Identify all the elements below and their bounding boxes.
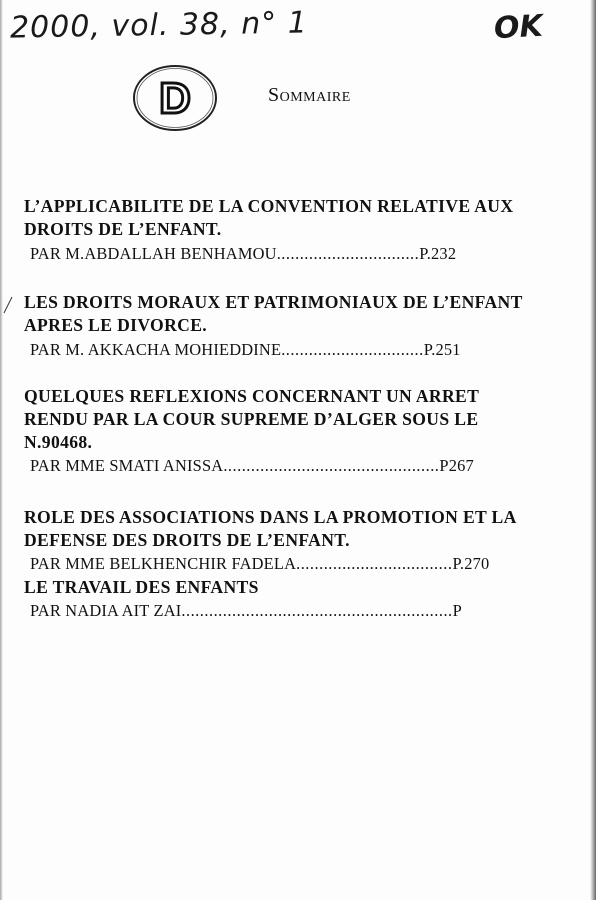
title-line: APRES LE DIVORCE. [24,315,208,335]
page-number: P.232 [419,244,457,263]
page-number: P267 [439,456,474,475]
title-line: LE TRAVAIL DES ENFANTS [24,577,259,597]
title-line: DROITS DE L’ENFANT. [24,219,222,239]
title-line: N.90468. [24,432,93,452]
title-line: L’APPLICABILITE DE LA CONVENTION RELATIVE AUX [24,196,514,216]
margin-pencil-mark-icon [2,296,14,314]
page-number: P [452,601,462,620]
stamp-letter: D [159,74,191,123]
toc-entry-author-line [30,243,456,265]
page-number: P.251 [423,340,461,359]
title-line: DEFENSE DES DROITS DE L’ENFANT. [24,530,350,550]
toc-entry-title [24,576,594,599]
handwritten-reference-note: 2000, vol. 38, n° 1 [9,5,309,46]
library-stamp-icon [130,62,220,134]
toc-entry-title [24,385,594,454]
dot-leader: .................................. [296,554,453,573]
toc-entry-author-line [30,600,462,622]
dot-leader: ............................... [281,340,424,359]
toc-entry-author-line [30,553,489,575]
dot-leader: ........................................................... [181,601,453,620]
title-line: QUELQUES REFLEXIONS CONCERNANT UN ARRET [24,386,480,406]
dot-leader: ............................................... [223,456,440,475]
toc-entry-author-line [30,339,461,361]
author-name: PAR MME BELKHENCHIR FADELA [30,554,297,573]
toc-entry-title [24,291,594,337]
title-line: ROLE DES ASSOCIATIONS DANS LA PROMOTION ET LA [24,507,517,527]
page-title: Sommaire [268,84,351,106]
page-number: P.270 [452,554,490,573]
author-name: PAR M. AKKACHA MOHIEDDINE [30,340,282,359]
scan-edge-left [0,0,3,900]
toc-entry-title [24,195,594,241]
title-line: LES DROITS MORAUX ET PATRIMONIAUX DE L’ENFANT [24,292,523,312]
author-name: PAR M.ABDALLAH BENHAMOU [30,244,277,263]
author-name: PAR MME SMATI ANISSA [30,456,224,475]
toc-entry-title [24,506,594,552]
dot-leader: ............................... [276,244,420,263]
handwritten-ok-mark: OK [493,8,544,47]
toc-entry-author-line [30,455,474,477]
title-line: RENDU PAR LA COUR SUPREME D’ALGER SOUS LE [24,409,479,429]
author-name: PAR NADIA AIT ZAI [30,601,182,620]
